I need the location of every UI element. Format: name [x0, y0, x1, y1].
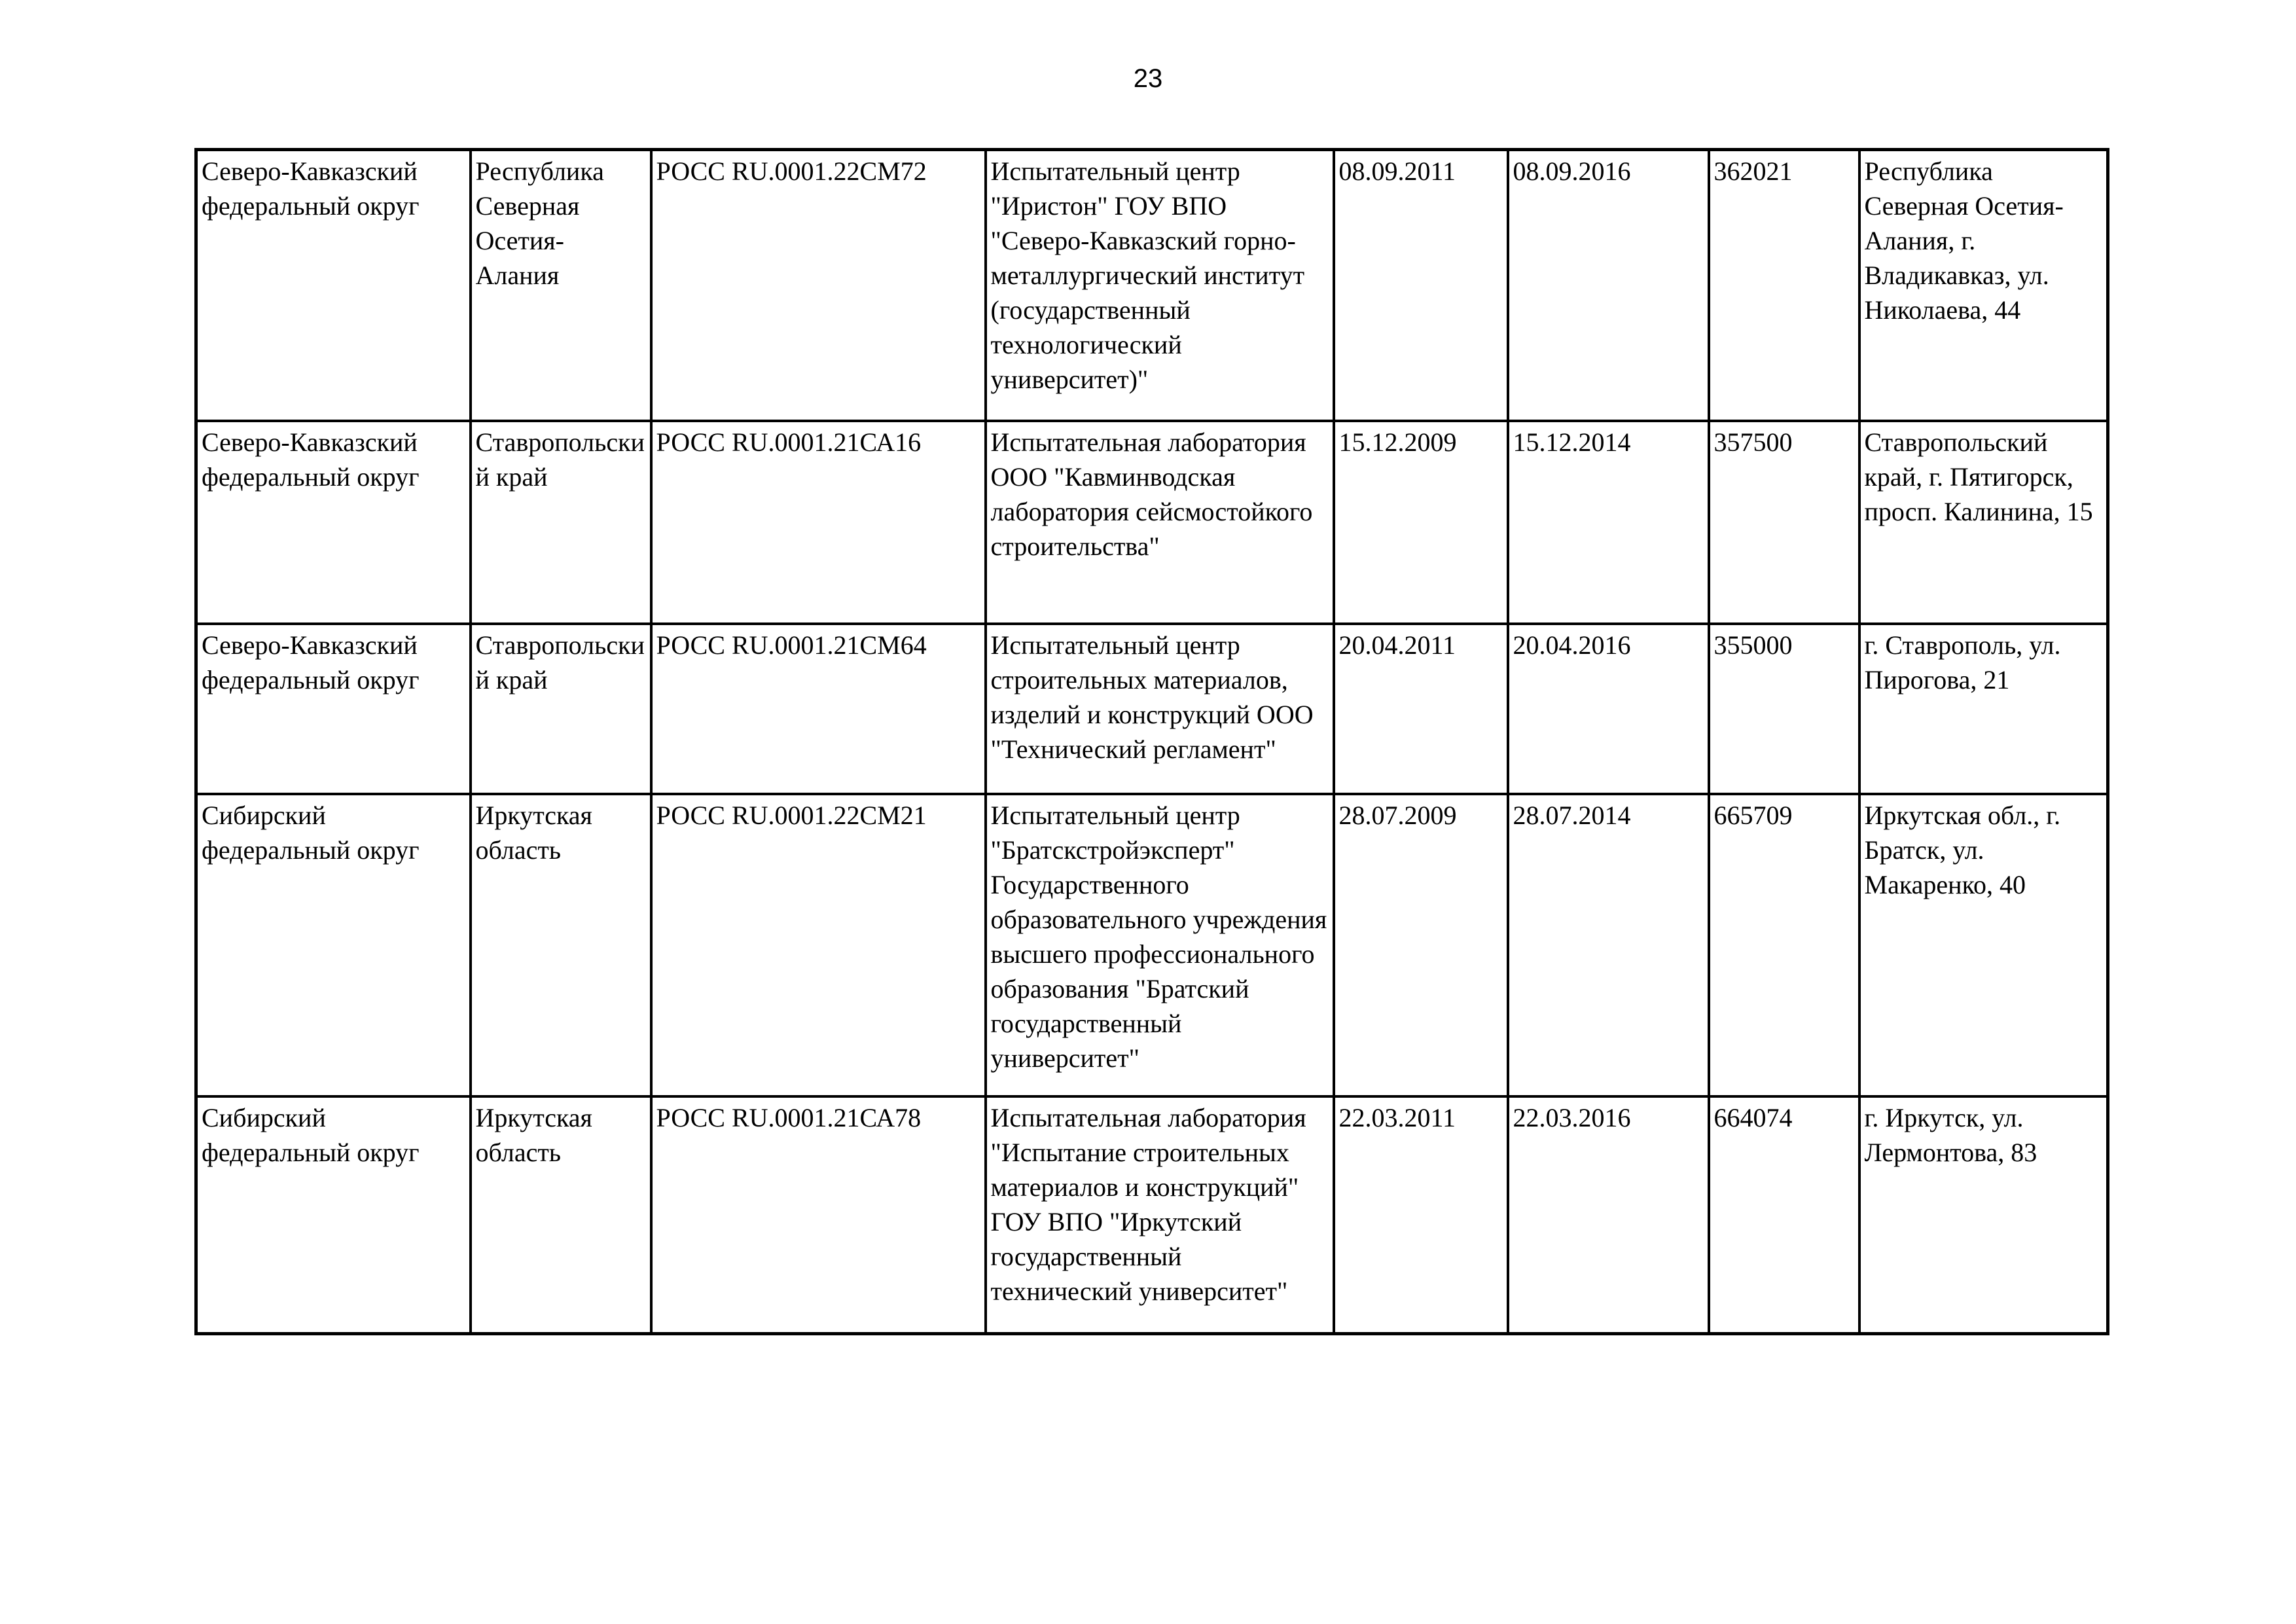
- address-cell: Республика Северная Осетия-Алания, г. Владикавказ, ул. Николаева, 44: [1859, 150, 2108, 422]
- table-row: [196, 150, 2108, 422]
- address-cell: г. Ставрополь, ул. Пирогова, 21: [1859, 624, 2108, 794]
- region-cell: Республика Северная Осетия-Алания: [471, 150, 651, 422]
- date-to-cell: 22.03.2016: [1508, 1096, 1709, 1334]
- postcode-cell: 357500: [1709, 421, 1859, 624]
- organization-cell: Испытательная лаборатория "Испытание строительных материалов и конструкций" ГОУ ВПО "Иркутский государственный технический университет": [986, 1096, 1334, 1334]
- date-from-cell: 28.07.2009: [1334, 794, 1508, 1096]
- organization-cell: Испытательный центр "Иристон" ГОУ ВПО "Северо-Кавказский горно-металлургический институт (государственный технологический университет)": [986, 150, 1334, 422]
- region-cell: Ставропольский край: [471, 421, 651, 624]
- date-from-cell: 20.04.2011: [1334, 624, 1508, 794]
- organization-cell: Испытательный центр "Братскстройэксперт" Государственного образовательного учреждения высшего профессионального образования "Братский государственный университет": [986, 794, 1334, 1096]
- postcode-cell: 355000: [1709, 624, 1859, 794]
- federal-district-cell: Северо-Кавказский федеральный округ: [196, 624, 471, 794]
- laboratory-registry-table: [194, 148, 2109, 1335]
- accreditation-number-cell: РОСС RU.0001.22СМ72: [651, 150, 986, 422]
- table-row: [196, 794, 2108, 1096]
- postcode-cell: 362021: [1709, 150, 1859, 422]
- date-to-cell: 15.12.2014: [1508, 421, 1709, 624]
- date-to-cell: 28.07.2014: [1508, 794, 1709, 1096]
- address-cell: Иркутская обл., г. Братск, ул. Макаренко, 40: [1859, 794, 2108, 1096]
- date-from-cell: 22.03.2011: [1334, 1096, 1508, 1334]
- date-from-cell: 15.12.2009: [1334, 421, 1508, 624]
- table-row: [196, 421, 2108, 624]
- date-to-cell: 08.09.2016: [1508, 150, 1709, 422]
- federal-district-cell: Сибирский федеральный округ: [196, 1096, 471, 1334]
- accreditation-number-cell: РОСС RU.0001.21СА16: [651, 421, 986, 624]
- page-number: 23: [1133, 64, 1163, 93]
- accreditation-number-cell: РОСС RU.0001.21СА78: [651, 1096, 986, 1334]
- organization-cell: Испытательная лаборатория ООО "Кавминводская лаборатория сейсмостойкого строительства": [986, 421, 1334, 624]
- federal-district-cell: Сибирский федеральный округ: [196, 794, 471, 1096]
- organization-cell: Испытательный центр строительных материалов, изделий и конструкций ООО "Технический регламент": [986, 624, 1334, 794]
- table-row: [196, 624, 2108, 794]
- accreditation-number-cell: РОСС RU.0001.21СМ64: [651, 624, 986, 794]
- region-cell: Ставропольский край: [471, 624, 651, 794]
- federal-district-cell: Северо-Кавказский федеральный округ: [196, 150, 471, 422]
- region-cell: Иркутская область: [471, 1096, 651, 1334]
- table-row: [196, 1096, 2108, 1334]
- accreditation-number-cell: РОСС RU.0001.22СМ21: [651, 794, 986, 1096]
- date-from-cell: 08.09.2011: [1334, 150, 1508, 422]
- address-cell: г. Иркутск, ул. Лермонтова, 83: [1859, 1096, 2108, 1334]
- address-cell: Ставропольский край, г. Пятигорск, просп. Калинина, 15: [1859, 421, 2108, 624]
- postcode-cell: 665709: [1709, 794, 1859, 1096]
- date-to-cell: 20.04.2016: [1508, 624, 1709, 794]
- postcode-cell: 664074: [1709, 1096, 1859, 1334]
- federal-district-cell: Северо-Кавказский федеральный округ: [196, 421, 471, 624]
- region-cell: Иркутская область: [471, 794, 651, 1096]
